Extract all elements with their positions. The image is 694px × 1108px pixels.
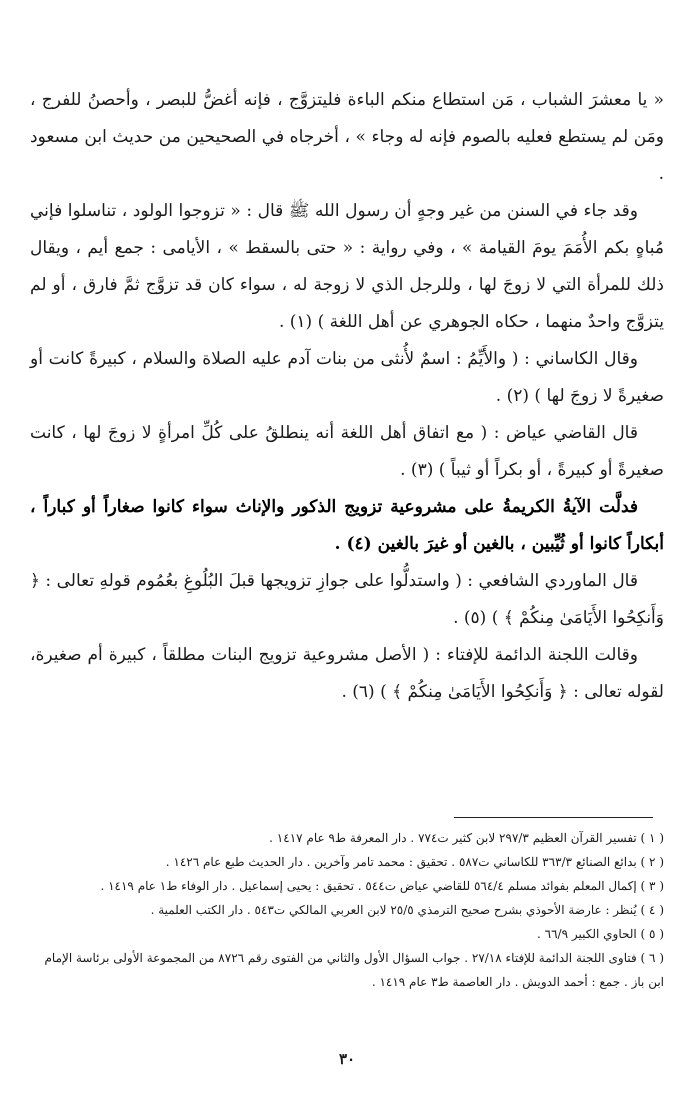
paragraph-6: قال الماوردي الشافعي : ( واستدلُّوا على جوازِ تزويجها قبلَ البُلُوغِ بعُمُوم قولهِ تعالى : ﴿ وَأَنكِحُوا الأَيَامَىٰ مِنكُمْ ﴾ ) (٥) . [30,571,664,628]
footnote-1: ( ١ ) تفسير القرآن العظيم ٢٩٧/٣ لابن كثير ت٧٧٤ . دار المعرفة ط٩ عام ١٤١٧ . [269,831,664,845]
footnote-divider [454,817,653,818]
footnotes [30,826,664,994]
footnote-3: ( ٣ ) إكمال المعلم بفوائد مسلم ٥٦٤/٤ للقاضي عياض ت٥٤٤ . تحقيق : يحيى إسماعيل . دار الوفاء ط١ عام ١٤١٩ . [100,879,664,893]
page-number: ٣٠ [338,1050,356,1068]
paragraph-4: قال القاضي عياض : ( مع اتفاق أهل اللغة أنه ينطلقُ على كُلِّ امرأةٍ لا زوجَ لها ، كانت صغيرةً أو كبيرةً ، أو بكراً أو ثيباً ) (٣) . [30,423,664,480]
paragraph-5: فدلَّت الآيةُ الكريمةُ على مشروعية تزويج الذكور والإناث سواء كانوا صغاراً أو كباراً ، أبكاراً كانوا أو ثُيِّبين ، بالغين أو غيرَ بالغين (٤) . [30,497,664,554]
main-text [30,82,664,711]
footnote-4: ( ٤ ) يُنظر : عارضة الأحوذي بشرح صحيح الترمذي ٢٥/٥ لابن العربي المالكي ت٥٤٣ . دار الكتب العلمية . [150,903,664,917]
footnote-5: ( ٥ ) الحاوي الكبير ٦٦/٩ . [537,927,664,941]
footnote-6: ( ٦ ) فتاوى اللجنة الدائمة للإفتاء ٢٧/١٨ . جواب السؤال الأول والثاني من الفتوى رقم ٨٧٢٦ من المجموعة الأولى برئاسة الإمام ابن باز . جمع : أحمد الدويش . دار العاصمة ط٣ عام ١٤١٩ . [44,951,664,989]
paragraph-3: وقال الكاساني : ( والأَيِّمُ : اسمٌ لأُنثى من بنات آدم عليه الصلاة والسلام ، كبيرةً كانت أو صغيرةً لا زوجَ لها ) (٢) . [30,349,664,406]
paragraph-7: وقالت اللجنة الدائمة للإفتاء : ( الأصل مشروعية تزويج البنات مطلقاً ، كبيرة أم صغيرة، لقوله تعالى : ﴿ وَأَنكِحُوا الأَيَامَىٰ مِنكُمْ ﴾ ) (٦) . [30,645,664,702]
paragraph-2: وقد جاء في السنن من غير وجهٍ أن رسول الله ﷺ قال : « تزوجوا الولود ، تناسلوا فإني مُباهٍ بكم الأُمَمَ يومَ القيامة » ، وفي رواية : « حتى بالسقط » ، الأيامى : جمع أيم ، ويقال ذلك للمرأة التي لا زوجَ لها ، وللرجل الذي لا زوجة له ، سواء كان قد تزوَّج ثمَّ فارق ، أو لم يتزوَّج واحدٌ منهما ، حكاه الجوهري عن أهل اللغة ) (١) . [30,201,664,332]
paragraph-1: « يا معشرَ الشباب ، مَن استطاع منكم الباءة فليتزوَّج ، فإنه أغضُّ للبصر ، وأحصنُ للفرج ، ومَن لم يستطع فعليه بالصوم فإنه له وجاء » ، أخرجاه في الصحيحين من حديث ابن مسعود . [30,90,664,184]
footnote-2: ( ٢ ) بدائع الصنائع ٣٦٣/٣ للكاساني ت٥٨٧ . تحقيق : محمد تامر وآخرين . دار الحديث طبع عام ١٤٢٦ . [165,855,664,869]
